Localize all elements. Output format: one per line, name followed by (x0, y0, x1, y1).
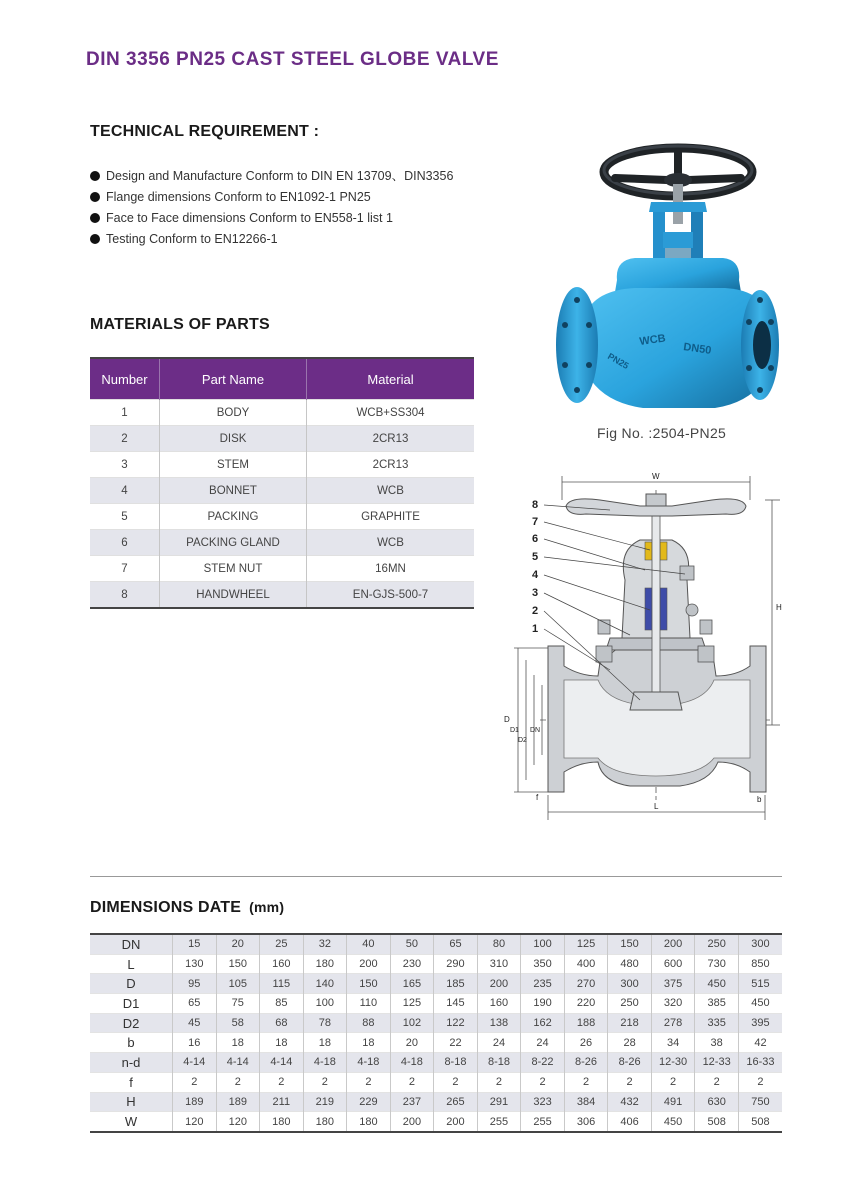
dimension-cell: 375 (651, 974, 695, 994)
cell-material: WCB (307, 530, 475, 556)
dimension-cell: 102 (390, 1013, 434, 1033)
dimension-cell: 255 (477, 1112, 521, 1132)
dimension-cell: 24 (477, 1033, 521, 1053)
dimension-cell: 306 (564, 1112, 608, 1132)
dimension-row (90, 1072, 782, 1092)
dimension-cell: 265 (434, 1092, 478, 1112)
dimension-cell: 200 (651, 934, 695, 954)
dimension-cell: 180 (347, 1112, 391, 1132)
dimension-cell: 20 (216, 934, 260, 954)
dimension-cell: 350 (521, 954, 565, 974)
row-label: D (90, 974, 173, 994)
cell-material: 2CR13 (307, 452, 475, 478)
cell-number: 5 (90, 504, 160, 530)
dimension-cell: 32 (303, 934, 347, 954)
cell-material: GRAPHITE (307, 504, 475, 530)
dimension-cell: 600 (651, 954, 695, 974)
callout-4: 4 (532, 569, 539, 581)
dimension-cell: 491 (651, 1092, 695, 1112)
dimension-cell: 850 (738, 954, 782, 974)
dimension-row (90, 1013, 782, 1033)
dimension-cell: 22 (434, 1033, 478, 1053)
dimension-cell: 2 (521, 1072, 565, 1092)
cell-number: 4 (90, 478, 160, 504)
dimension-cell: 730 (695, 954, 739, 974)
dimension-cell: 432 (608, 1092, 652, 1112)
dimension-cell: 320 (651, 994, 695, 1014)
dimension-cell: 230 (390, 954, 434, 974)
dimension-cell: 75 (216, 994, 260, 1014)
dimension-cell: 450 (738, 994, 782, 1014)
dimension-cell: 190 (521, 994, 565, 1014)
dimension-row (90, 1033, 782, 1053)
dimension-cell: 125 (564, 934, 608, 954)
dimensions-table (90, 933, 782, 1133)
dimension-cell: 189 (216, 1092, 260, 1112)
cell-part-name: BONNET (160, 478, 307, 504)
dimension-cell: 16 (173, 1033, 217, 1053)
dimension-cell: 68 (260, 1013, 304, 1033)
row-label: b (90, 1033, 173, 1053)
dimension-cell: 180 (260, 1112, 304, 1132)
table-header-row (90, 358, 474, 400)
dimension-cell: 130 (173, 954, 217, 974)
dimension-cell: 165 (390, 974, 434, 994)
row-label: f (90, 1072, 173, 1092)
dimension-cell: 85 (260, 994, 304, 1014)
dimension-cell: 189 (173, 1092, 217, 1112)
dimension-cell: 2 (434, 1072, 478, 1092)
dimension-cell: 58 (216, 1013, 260, 1033)
dimension-cell: 2 (173, 1072, 217, 1092)
body-mark-dn: DN50 (682, 341, 713, 357)
dimension-cell: 138 (477, 1013, 521, 1033)
dimension-cell: 200 (347, 954, 391, 974)
dimension-row (90, 934, 782, 954)
requirement-item (90, 166, 453, 187)
dimension-cell: 65 (173, 994, 217, 1014)
cell-number: 1 (90, 400, 160, 426)
dimension-cell: 220 (564, 994, 608, 1014)
dimension-row (90, 994, 782, 1014)
dimension-cell: 38 (695, 1033, 739, 1053)
dimension-cell: 229 (347, 1092, 391, 1112)
dimension-cell: 235 (521, 974, 565, 994)
cell-material: WCB+SS304 (307, 400, 475, 426)
cell-number: 2 (90, 426, 160, 452)
dimension-cell: 180 (303, 1112, 347, 1132)
cell-part-name: BODY (160, 400, 307, 426)
dimension-cell: 200 (477, 974, 521, 994)
column-header-part-name: Part Name (160, 358, 307, 400)
dimension-cell: 290 (434, 954, 478, 974)
row-label: D1 (90, 994, 173, 1014)
cell-material: 16MN (307, 556, 475, 582)
cell-number: 3 (90, 452, 160, 478)
dimension-cell: 630 (695, 1092, 739, 1112)
dimension-cell: 395 (738, 1013, 782, 1033)
dimension-cell: 15 (173, 934, 217, 954)
dim-label-b: b (757, 795, 762, 804)
dimension-cell: 25 (260, 934, 304, 954)
requirement-text: Flange dimensions Conform to EN1092-1 PN25 (106, 190, 371, 204)
valve-cross-section-drawing (500, 470, 790, 825)
dimension-cell: 255 (521, 1112, 565, 1132)
row-label: W (90, 1112, 173, 1132)
dim-label-f: f (536, 793, 539, 802)
dim-label-l: L (654, 802, 659, 811)
cell-material: 2CR13 (307, 426, 475, 452)
dimension-cell: 200 (434, 1112, 478, 1132)
dimension-cell: 270 (564, 974, 608, 994)
callout-1: 1 (532, 623, 539, 635)
table-row (90, 504, 474, 530)
dimension-row (90, 1112, 782, 1132)
dimension-cell: 2 (564, 1072, 608, 1092)
dim-label-h: H (776, 603, 782, 612)
figure-caption: Fig No. :2504-PN25 (597, 425, 727, 441)
dimension-cell: 2 (390, 1072, 434, 1092)
dimension-cell: 185 (434, 974, 478, 994)
dimension-cell: 400 (564, 954, 608, 974)
technical-requirement-list (90, 166, 453, 250)
dimension-cell: 4-14 (260, 1053, 304, 1073)
dimension-cell: 16-33 (738, 1053, 782, 1073)
dimension-cell: 384 (564, 1092, 608, 1112)
dimension-cell: 2 (260, 1072, 304, 1092)
dimension-cell: 4-18 (303, 1053, 347, 1073)
dimension-cell: 100 (521, 934, 565, 954)
callout-7: 7 (532, 516, 539, 528)
dim-label-dn: DN (530, 727, 541, 734)
dim-label-w: W (652, 472, 660, 481)
callout-5: 5 (532, 551, 539, 563)
dimension-cell: 100 (303, 994, 347, 1014)
dimension-cell: 2 (216, 1072, 260, 1092)
requirement-item (90, 208, 453, 229)
dimension-cell: 200 (390, 1112, 434, 1132)
dimension-cell: 162 (521, 1013, 565, 1033)
requirement-text: Design and Manufacture Conform to DIN EN 13709、DIN3356 (106, 169, 454, 183)
dimension-cell: 450 (651, 1112, 695, 1132)
table-row (90, 556, 474, 582)
dimension-cell: 120 (216, 1112, 260, 1132)
dimension-cell: 122 (434, 1013, 478, 1033)
dimension-cell: 291 (477, 1092, 521, 1112)
dimension-cell: 34 (651, 1033, 695, 1053)
dimension-cell: 450 (695, 974, 739, 994)
dimension-cell: 8-22 (521, 1053, 565, 1073)
requirement-text: Face to Face dimensions Conform to EN558-1 list 1 (106, 211, 393, 225)
dimension-cell: 140 (303, 974, 347, 994)
dimension-cell: 188 (564, 1013, 608, 1033)
cell-number: 7 (90, 556, 160, 582)
dimension-row (90, 1053, 782, 1073)
callout-2: 2 (532, 605, 539, 617)
dimension-row (90, 974, 782, 994)
cell-number: 8 (90, 582, 160, 609)
dimension-cell: 4-14 (173, 1053, 217, 1073)
dimension-cell: 115 (260, 974, 304, 994)
cell-number: 6 (90, 530, 160, 556)
dimension-cell: 237 (390, 1092, 434, 1112)
dimension-cell: 125 (390, 994, 434, 1014)
dimension-cell: 310 (477, 954, 521, 974)
cell-part-name: DISK (160, 426, 307, 452)
cell-part-name: PACKING GLAND (160, 530, 307, 556)
bullet-icon (90, 234, 100, 244)
dimension-row (90, 954, 782, 974)
dimension-cell: 160 (260, 954, 304, 974)
dimension-cell: 18 (216, 1033, 260, 1053)
bullet-icon (90, 171, 100, 181)
dimension-cell: 110 (347, 994, 391, 1014)
callout-8: 8 (532, 499, 539, 511)
cell-part-name: STEM NUT (160, 556, 307, 582)
dimension-cell: 2 (695, 1072, 739, 1092)
row-label: D2 (90, 1013, 173, 1033)
dimension-row (90, 1092, 782, 1112)
dimension-cell: 8-18 (477, 1053, 521, 1073)
dimension-cell: 12-33 (695, 1053, 739, 1073)
dimension-cell: 105 (216, 974, 260, 994)
body-mark-pn: PN25 (606, 351, 631, 371)
dimensions-heading (90, 899, 284, 917)
dimension-cell: 160 (477, 994, 521, 1014)
dimension-cell: 2 (303, 1072, 347, 1092)
dimension-cell: 2 (738, 1072, 782, 1092)
cell-material: WCB (307, 478, 475, 504)
cell-part-name: PACKING (160, 504, 307, 530)
dimension-cell: 65 (434, 934, 478, 954)
dimension-cell: 80 (477, 934, 521, 954)
dimension-cell: 300 (608, 974, 652, 994)
bullet-icon (90, 213, 100, 223)
dim-label-d: D (504, 715, 510, 724)
dimension-cell: 2 (651, 1072, 695, 1092)
dimension-cell: 4-14 (216, 1053, 260, 1073)
dimension-cell: 20 (390, 1033, 434, 1053)
dimension-cell: 219 (303, 1092, 347, 1112)
dimension-cell: 18 (260, 1033, 304, 1053)
row-label: DN (90, 934, 173, 954)
requirement-item (90, 229, 453, 250)
cell-part-name: HANDWHEEL (160, 582, 307, 609)
dim-label-d1: D1 (510, 727, 519, 734)
dimension-cell: 335 (695, 1013, 739, 1033)
dimension-cell: 28 (608, 1033, 652, 1053)
row-label: H (90, 1092, 173, 1112)
dimension-cell: 218 (608, 1013, 652, 1033)
dimension-cell: 508 (738, 1112, 782, 1132)
dimension-cell: 45 (173, 1013, 217, 1033)
dimension-cell: 4-18 (347, 1053, 391, 1073)
table-row (90, 582, 474, 609)
page-title: DIN 3356 PN25 CAST STEEL GLOBE VALVE (86, 49, 499, 70)
dimension-cell: 515 (738, 974, 782, 994)
dimension-cell: 278 (651, 1013, 695, 1033)
requirement-item (90, 187, 453, 208)
dimension-cell: 508 (695, 1112, 739, 1132)
valve-photo (555, 140, 780, 420)
table-row (90, 478, 474, 504)
dimension-cell: 250 (695, 934, 739, 954)
table-row (90, 452, 474, 478)
materials-heading: MATERIALS OF PARTS (90, 316, 270, 333)
table-row (90, 530, 474, 556)
dim-label-d2: D2 (518, 737, 527, 744)
cell-part-name: STEM (160, 452, 307, 478)
dimension-cell: 300 (738, 934, 782, 954)
dimension-cell: 180 (303, 954, 347, 974)
dimension-cell: 40 (347, 934, 391, 954)
callout-3: 3 (532, 587, 539, 599)
dimension-cell: 8-26 (608, 1053, 652, 1073)
dimension-cell: 2 (347, 1072, 391, 1092)
technical-requirement-heading: TECHNICAL REQUIREMENT : (90, 123, 320, 140)
dimension-cell: 211 (260, 1092, 304, 1112)
dimensions-unit: (mm) (249, 899, 285, 915)
dimension-cell: 323 (521, 1092, 565, 1112)
dimension-cell: 750 (738, 1092, 782, 1112)
dimension-cell: 385 (695, 994, 739, 1014)
dimension-cell: 18 (303, 1033, 347, 1053)
callout-6: 6 (532, 533, 539, 545)
dimension-cell: 88 (347, 1013, 391, 1033)
dimension-cell: 12-30 (651, 1053, 695, 1073)
dimension-cell: 250 (608, 994, 652, 1014)
dimension-cell: 2 (608, 1072, 652, 1092)
dimension-cell: 150 (216, 954, 260, 974)
section-divider (90, 876, 782, 877)
dimension-cell: 50 (390, 934, 434, 954)
bullet-icon (90, 192, 100, 202)
dimension-cell: 18 (347, 1033, 391, 1053)
dimension-cell: 2 (477, 1072, 521, 1092)
requirement-text: Testing Conform to EN12266-1 (106, 232, 278, 246)
table-row (90, 400, 474, 426)
column-header-material: Material (307, 358, 475, 400)
body-mark-wcb: WCB (638, 332, 667, 348)
dimension-cell: 480 (608, 954, 652, 974)
cell-material: EN-GJS-500-7 (307, 582, 475, 609)
dimension-cell: 78 (303, 1013, 347, 1033)
column-header-number: Number (90, 358, 160, 400)
dimension-cell: 8-26 (564, 1053, 608, 1073)
dimension-cell: 150 (608, 934, 652, 954)
dimension-cell: 4-18 (390, 1053, 434, 1073)
dimension-cell: 406 (608, 1112, 652, 1132)
dimension-cell: 26 (564, 1033, 608, 1053)
table-row (90, 426, 474, 452)
dimension-cell: 145 (434, 994, 478, 1014)
dimension-cell: 95 (173, 974, 217, 994)
dimension-cell: 42 (738, 1033, 782, 1053)
dimension-cell: 120 (173, 1112, 217, 1132)
materials-table (90, 357, 474, 609)
dimensions-heading-text: DIMENSIONS DATE (90, 899, 242, 916)
row-label: n-d (90, 1053, 173, 1073)
row-label: L (90, 954, 173, 974)
dimension-cell: 150 (347, 974, 391, 994)
dimension-cell: 24 (521, 1033, 565, 1053)
dimension-cell: 8-18 (434, 1053, 478, 1073)
